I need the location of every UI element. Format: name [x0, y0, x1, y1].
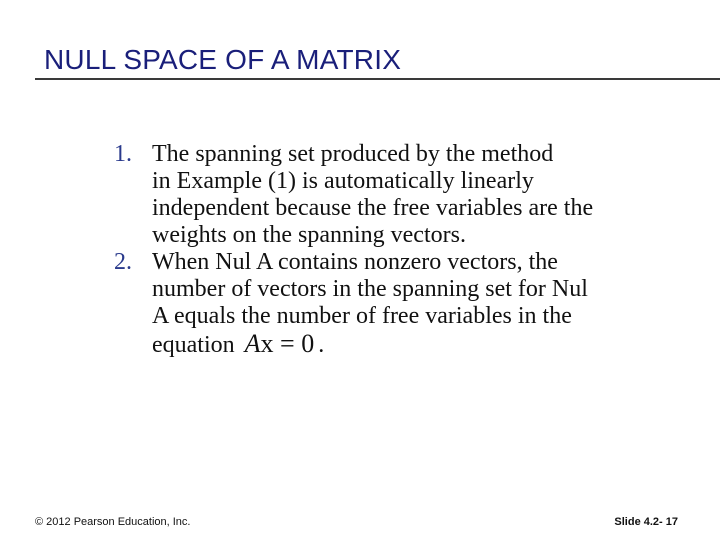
equation-variable: A — [244, 329, 261, 358]
slide-title: NULL SPACE OF A MATRIX — [44, 44, 402, 75]
list-item-2-line-4 — [152, 330, 694, 359]
list-item-1-line-3: independent because the free variables are the — [152, 195, 594, 221]
numbered-list — [114, 141, 694, 359]
list-number-2: 2. — [114, 249, 132, 275]
equation-rest: x = 0 — [260, 329, 315, 358]
list-item-2 — [114, 249, 694, 359]
equation-suffix: . — [318, 332, 325, 358]
slide-number: Slide 4.2- 17 — [614, 516, 678, 528]
list-item-2-line-3: A equals the number of free variables in the — [152, 303, 572, 329]
copyright-footer: © 2012 Pearson Education, Inc. — [35, 516, 191, 528]
list-item-2-line-2: number of vectors in the spanning set for Nul — [152, 276, 588, 302]
list-text-2 — [152, 249, 694, 359]
list-item-1 — [114, 141, 694, 249]
title-divider — [35, 78, 720, 80]
list-item-1-line-4: weights on the spanning vectors. — [152, 222, 466, 248]
equation-prefix: equation — [152, 332, 235, 358]
list-item-1-line-1: The spanning set produced by the method — [152, 141, 554, 167]
equation — [241, 329, 319, 358]
list-item-1-line-2: in Example (1) is automatically linearly — [152, 168, 534, 194]
list-item-2-line-1: When Nul A contains nonzero vectors, the — [152, 249, 558, 275]
list-text-1 — [152, 141, 694, 249]
list-number-1: 1. — [114, 141, 132, 167]
